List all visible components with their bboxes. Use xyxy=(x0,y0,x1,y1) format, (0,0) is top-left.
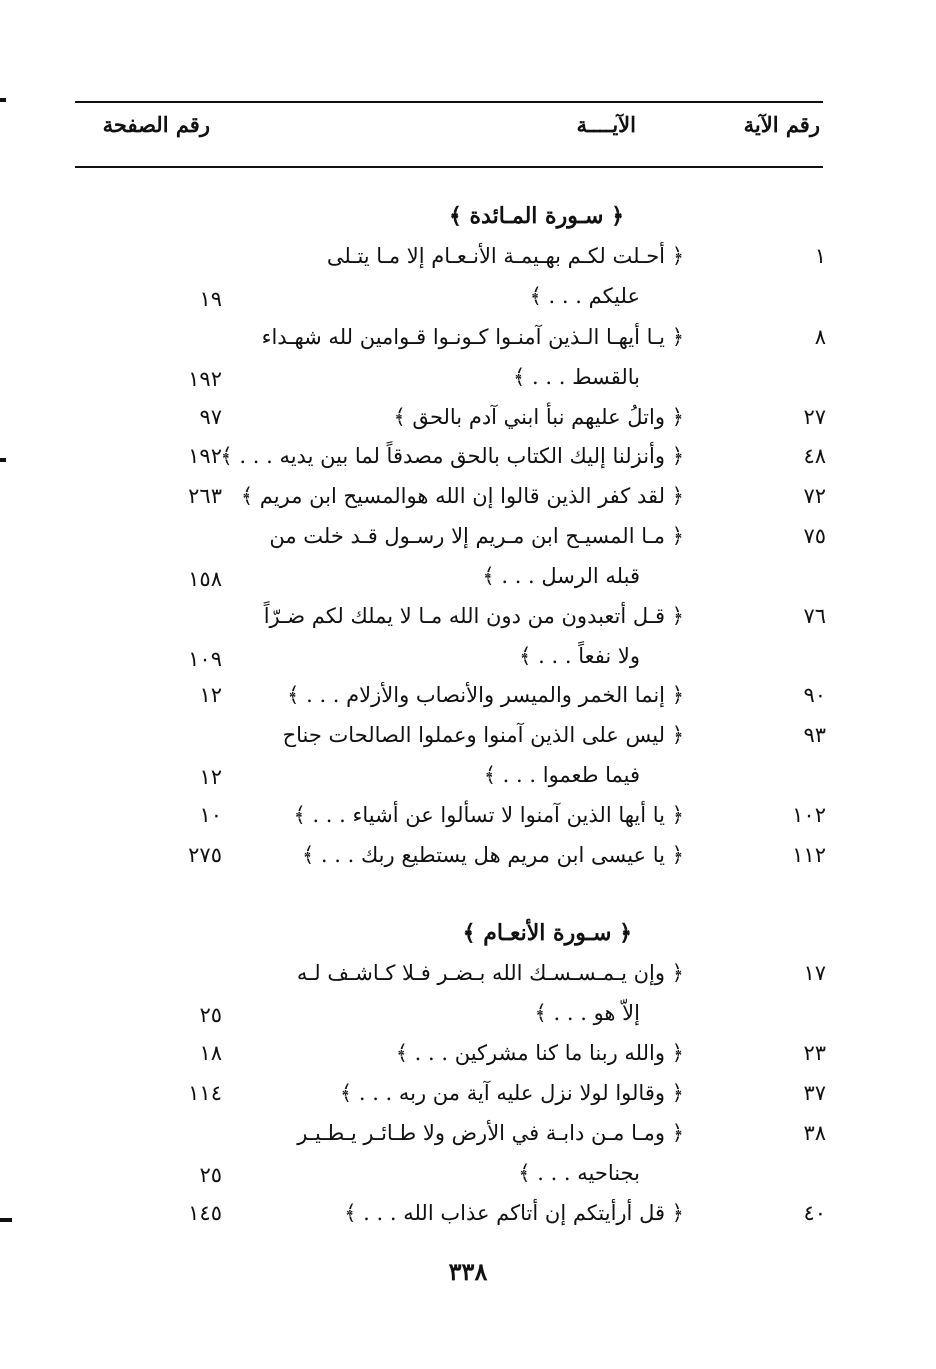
verse-number: ٧٦ xyxy=(803,604,826,628)
page-number: ١٤٥ xyxy=(188,1201,222,1225)
verse-text: ﴿ ومـا مـن دابـة في الأرض ولا طـائـر يـطـيـر xyxy=(297,1121,684,1145)
verse-number: ٩٣ xyxy=(803,723,826,747)
page-number: ٢٥ xyxy=(199,1163,222,1187)
page-number: ١٩٢ xyxy=(188,444,222,468)
page-number: ٢٥ xyxy=(199,1003,222,1027)
top-rule xyxy=(75,101,823,103)
page-number: ١٢ xyxy=(199,683,222,707)
footer-page-number: ٣٣٨ xyxy=(448,1257,488,1286)
verse-number: ٣٨ xyxy=(803,1121,826,1145)
page-number: ١٨ xyxy=(199,1041,222,1065)
page-number: ١٢ xyxy=(199,765,222,789)
verse-header: الآيــــة xyxy=(576,112,636,137)
verse-number-header: رقم الآية xyxy=(743,112,820,137)
verse-text: ﴿ يـا أيهـا الـذين آمنـوا كـونـوا قـوامين لله شهـداء xyxy=(261,325,684,349)
verse-number: ١ xyxy=(814,244,826,268)
verse-number: ٢٧ xyxy=(803,405,826,429)
header-rule xyxy=(75,166,823,168)
verse-text: ﴿ ليس على الذين آمنوا وعملوا الصالحات جناح xyxy=(282,723,684,747)
scan-edge-mark xyxy=(0,1218,12,1222)
verse-text-continued: بجناحيه . . . ﴾ xyxy=(518,1161,640,1185)
verse-text: ﴿ مـا المسيـح ابن مـريم إلا رسـول قـد خلت من xyxy=(269,524,684,548)
verse-number: ٩٠ xyxy=(803,683,826,707)
verse-text: ﴿ إنما الخمر والميسر والأنصاب والأزلام . . . ﴾ xyxy=(287,683,684,707)
page-number: ١٠ xyxy=(199,803,222,827)
verse-number: ٧٢ xyxy=(803,484,826,508)
verse-number: ٤٠ xyxy=(803,1201,826,1225)
verse-text: ﴿ وأنزلنا إليك الكتاب بالحق مصدقاً لما بين يديه . . . ﴾ xyxy=(220,444,684,468)
verse-text: ﴿ واتلُ عليهم نبأ ابني آدم بالحق ﴾ xyxy=(393,405,684,429)
verse-text: ﴿ لقد كفر الذين قالوا إن الله هوالمسيح ابن مريم ﴾ xyxy=(240,484,684,508)
page-number: ١٩٢ xyxy=(188,367,222,391)
verse-number: ١٠٢ xyxy=(792,803,826,827)
verse-number: ١٧ xyxy=(803,961,826,985)
verse-text-continued: بالقسط . . . ﴾ xyxy=(513,365,640,389)
verse-text-continued: ولا نفعاً . . . ﴾ xyxy=(519,644,640,668)
verse-number: ٣٧ xyxy=(803,1081,826,1105)
scan-edge-mark xyxy=(0,458,6,462)
verse-text: ﴿ قل أرأيتكم إن أتاكم عذاب الله . . . ﴾ xyxy=(344,1201,684,1225)
verse-text: ﴿ يا عيسى ابن مريم هل يستطيع ربك . . . ﴾ xyxy=(301,843,684,867)
verse-text-continued: فيما طعموا . . . ﴾ xyxy=(483,763,640,787)
page-number: ٢٧٥ xyxy=(188,843,222,867)
page-number: ٢٦٣ xyxy=(188,484,222,508)
verse-text: ﴿ أحـلت لكـم بهـيمـة الأنـعـام إلا مـا يتـلى xyxy=(326,244,684,268)
page-number: ٩٧ xyxy=(199,405,222,429)
page-number: ١٥٨ xyxy=(188,567,222,591)
page-number: ١٩ xyxy=(199,287,222,311)
page-number-header: رقم الصفحة xyxy=(102,112,210,137)
verse-number: ١١٢ xyxy=(792,843,826,867)
page-number: ١٠٩ xyxy=(188,647,222,671)
verse-text-continued: قبله الرسل . . . ﴾ xyxy=(482,564,640,588)
verse-number: ٨ xyxy=(814,325,826,349)
surah-title-anam: ﴿ سـورة الأنعـام ﴾ xyxy=(462,920,632,946)
verse-text: ﴿ وقالوا لولا نزل عليه آية من ربه . . . ﴾ xyxy=(339,1081,684,1105)
verse-text: ﴿ يا أيها الذين آمنوا لا تسألوا عن أشياء . . . ﴾ xyxy=(293,803,684,827)
verse-text: ﴿ قـل أتعبدون من دون الله مـا لا يملك لكم ضـرّاً xyxy=(263,604,684,628)
scan-edge-mark xyxy=(0,98,6,102)
page-number: ١١٤ xyxy=(188,1081,222,1105)
verse-text-continued: إلاّ هو . . . ﴾ xyxy=(534,1001,640,1025)
verse-number: ٧٥ xyxy=(803,524,826,548)
verse-number: ٤٨ xyxy=(803,444,826,468)
verse-text: ﴿ وإن يـمـسـسـك الله بـضـر فـلا كـاشـف لـه xyxy=(296,961,684,985)
verse-text: ﴿ والله ربنا ما كنا مشركين . . . ﴾ xyxy=(395,1041,684,1065)
surah-title-maidah: ﴿ سـورة المـائدة ﴾ xyxy=(448,203,624,229)
verse-text-continued: عليكم . . . ﴾ xyxy=(529,284,640,308)
verse-number: ٢٣ xyxy=(803,1041,826,1065)
